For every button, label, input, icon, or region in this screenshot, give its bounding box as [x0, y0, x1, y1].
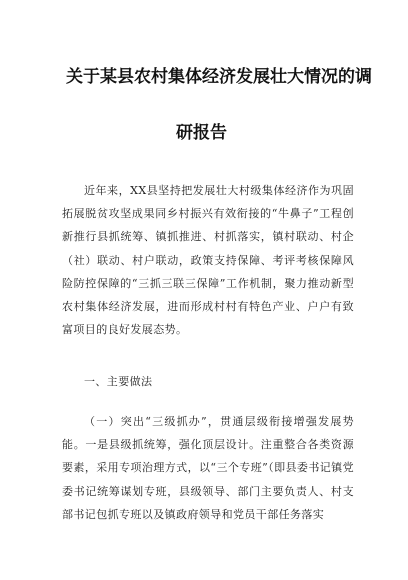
intro-paragraph: 近年来，XX县坚持把发展壮大村级集体经济作为巩固拓展脱贫攻坚成果同乡村振兴有效衔接的“牛鼻子”工程创新推行县抓统筹、镇抓推进、村抓落实，镇村联动、村企（社）联动、村户联动，政策支持保障、考评考核保障风险防控保障的“三抓三联三保障”工作机制，聚力推动新型农村集体经济发展，进而形成村村有特色产业、户户有致富项目的良好发展态势。 — [62, 184, 354, 337]
section-heading-main-practices: 一、主要做法 — [84, 375, 153, 388]
document-title-line-1: 关于某县农村集体经济发展壮大情况的调 — [66, 67, 372, 87]
document-title-line-2: 研报告 — [176, 123, 227, 143]
subsection-paragraph: （一）突出“三级抓办”，贯通层级衔接增强发展势能。一是县级抓统筹，强化顶层设计。注重整合各类资源要素，采用专项治理方式，以“三个专班”（即县委书记镇党委书记统筹谋划专班，县级领导、部门主要负责人、村支部书记包抓专班以及镇政府领导和党员干部任务落实 — [62, 415, 354, 521]
